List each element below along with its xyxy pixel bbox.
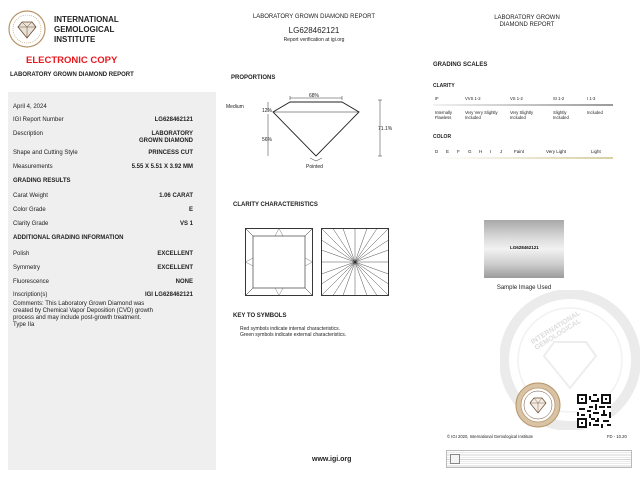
field-label: Inscription(s): [13, 292, 48, 298]
pavilion-percentage: 56%: [262, 137, 273, 143]
color-description: Faint: [514, 149, 525, 154]
color-description: Light: [591, 149, 601, 154]
clarity-description: Internally Flawless: [435, 110, 452, 120]
clarity-plot-pavilion: [321, 228, 389, 296]
clarity-scale-bar: [433, 104, 613, 106]
comment-line: Comments: This Laboratory Grown Diamond was: [13, 301, 145, 307]
field-value: 5.55 X 5.51 X 3.92 MM: [131, 164, 193, 170]
additional-info-title: ADDITIONAL GRADING INFORMATION: [13, 235, 124, 241]
left-report-title: LABORATORY GROWN DIAMOND REPORT: [10, 72, 134, 78]
copyright: © IGI 2020, International Gemological Institute: [447, 434, 533, 439]
clarity-description: Very Slightly Included: [510, 110, 534, 120]
field-label: Shape and Cutting Style: [13, 150, 78, 156]
clarity-description: Very Very Slightly Included: [465, 110, 498, 120]
form-code: FD - 10.20: [607, 434, 627, 439]
color-scale-bar: [433, 157, 613, 159]
grading-scales-title: GRADING SCALES: [433, 62, 488, 68]
color-scale-label: COLOR: [433, 134, 452, 140]
right-report-title: [472, 15, 582, 29]
grading-results-title: GRADING RESULTS: [13, 178, 71, 184]
color-letter: H: [479, 149, 483, 154]
report-date: April 4, 2024: [13, 104, 47, 110]
color-letter: E: [446, 149, 450, 154]
color-letter: D: [435, 149, 439, 154]
girdle-label: Medium: [226, 104, 244, 110]
color-letter: F: [457, 149, 460, 154]
website: www.igi.org: [312, 456, 352, 463]
crown-percentage: 12%: [262, 108, 273, 114]
comment-line: Type IIa: [13, 322, 35, 328]
color-letter: I: [490, 149, 492, 154]
key-to-symbols-title: KEY TO SYMBOLS: [233, 313, 287, 319]
field-value: 1.06 CARAT: [159, 193, 193, 199]
clarity-grade: VS 1-2: [510, 96, 523, 101]
proportions-title: PROPORTIONS: [231, 75, 276, 81]
field-label: Fluorescence: [13, 279, 50, 285]
qr-code: [577, 394, 611, 428]
field-label: Description: [13, 131, 44, 137]
clarity-plot-crown: [245, 228, 313, 296]
field-label: Polish: [13, 251, 30, 257]
field-value: NONE: [175, 279, 193, 285]
field-label: Carat Weight: [13, 193, 48, 199]
clarity-characteristics-title: CLARITY CHARACTERISTICS: [233, 202, 318, 208]
field-label: Clarity Grade: [13, 221, 49, 227]
field-value: EXCELLENT: [157, 251, 193, 257]
center-report-title: LABORATORY GROWN DIAMOND REPORT: [252, 14, 376, 20]
right-title-line: DIAMOND REPORT: [499, 22, 555, 28]
field-label: IGI Report Number: [13, 117, 64, 123]
clarity-description: Included: [587, 110, 603, 115]
field-value: PRINCESS CUT: [148, 150, 193, 156]
watermark-text: INTERNATIONAL GEMOLOGICAL: [530, 310, 583, 352]
field-value: EXCELLENT: [157, 265, 193, 271]
culet-label: Pointed: [306, 164, 323, 170]
igi-seal: [515, 382, 561, 428]
color-description: Very Light: [546, 149, 567, 154]
field-label: Measurements: [13, 164, 53, 170]
org-name-line: GEMOLOGICAL: [54, 25, 115, 34]
org-name-line: INSTITUTE: [54, 35, 96, 44]
sample-image: [484, 220, 564, 278]
color-letter: J: [500, 149, 503, 154]
report-details-panel: [8, 92, 216, 470]
electronic-copy-label: ELECTRONIC COPY: [26, 55, 118, 66]
verification-note: Report verification at igi.org: [283, 37, 345, 43]
field-value: VS 1: [179, 221, 193, 227]
clarity-description: Slightly Included: [553, 110, 569, 120]
clarity-grade: VVS 1-2: [465, 96, 481, 101]
table-percentage: 68%: [309, 93, 320, 99]
sample-caption: Sample Image Used: [496, 285, 552, 291]
key-line: Green symbols indicate external characteristics.: [240, 332, 347, 338]
field-label: Symmetry: [13, 265, 40, 271]
clarity-grade: I 1-3: [587, 96, 596, 101]
org-name-line: INTERNATIONAL: [54, 15, 119, 24]
disclaimer-strip: [446, 450, 632, 468]
field-value: IGI LG628462121: [144, 292, 193, 298]
center-report-number: LG628462121: [288, 26, 340, 35]
clarity-grade: IF: [435, 96, 439, 101]
comment-line: created by Chemical Vapor Deposition (CVD) growth: [13, 308, 153, 314]
color-letter: G: [468, 149, 472, 154]
clarity-scale-label: CLARITY: [433, 83, 455, 89]
depth-percentage: 71.1%: [378, 126, 393, 132]
field-label: Color Grade: [13, 207, 46, 213]
field-value: LABORATORY GROWN DIAMOND: [139, 131, 193, 144]
comments: [13, 301, 213, 329]
disclaimer-seal-icon: [450, 454, 460, 464]
comment-line: process and may include post-growth treatment.: [13, 315, 142, 321]
org-name: [54, 15, 119, 45]
field-value: LG628462121: [154, 117, 193, 123]
key-line: Red symbols indicate internal characteristics.: [240, 326, 341, 332]
igi-logo: [8, 10, 46, 48]
field-value: E: [188, 207, 193, 213]
clarity-grade: SI 1-2: [553, 96, 565, 101]
key-lines: [240, 326, 346, 338]
right-title-line: LABORATORY GROWN: [494, 15, 560, 21]
sample-inscription: LG628462121: [510, 245, 539, 250]
